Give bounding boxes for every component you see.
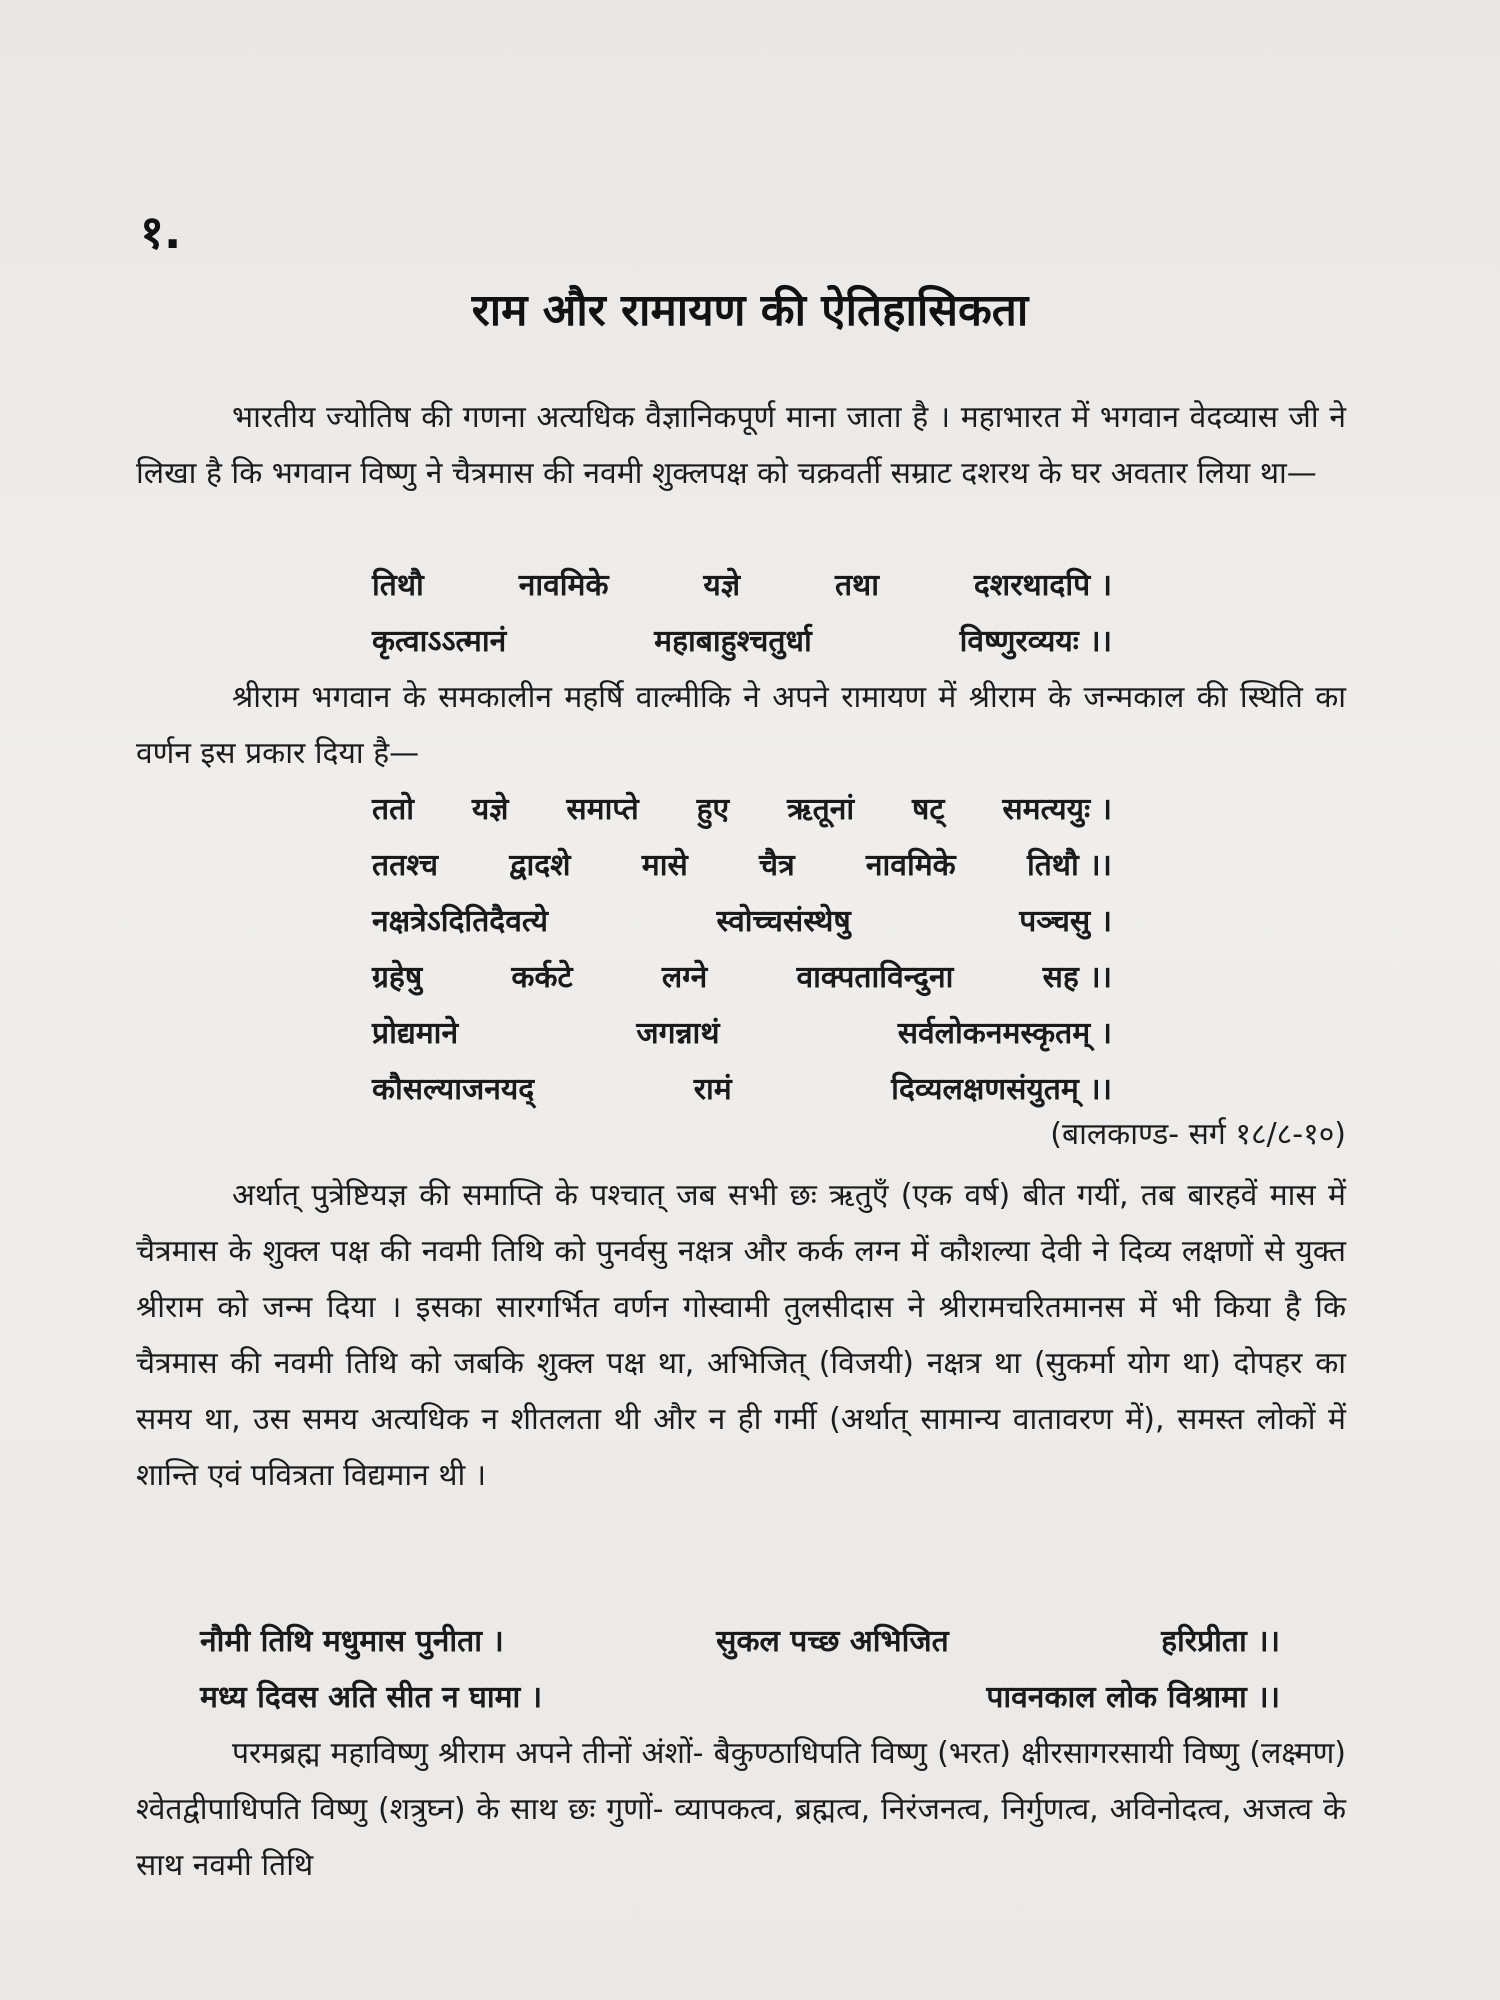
paragraph-4-text: परमब्रह्म महाविष्णु श्रीराम अपने तीनों अंशों- बैकुण्ठाधिपति विष्णु (भरत) क्षीरसागरसायी विष्णु (लक्ष्मण) श्वेतद्वीपाधिपति विष्णु (शत्रुघ्न) के साथ छः गुणों- व्यापकत्व, ब्रह्मत्व, निरंजनत्व, निर्गुणत्व, अविनोदत्व, अजत्व के साथ नवमी तिथि [136, 1736, 1346, 1883]
paragraph-3 [136, 1168, 1346, 1504]
verse-line: प्रोद्यमाने जगन्नाथं सर्वलोकनमस्कृतम् । [372, 1016, 1112, 1051]
verse-line: कृत्वाऽऽत्मानं महाबाहुश्चतुर्धा विष्णुरव्ययः ।। [372, 624, 1112, 659]
paragraph-2 [136, 670, 1346, 782]
paragraph-3-text: अर्थात् पुत्रेष्टियज्ञ की समाप्ति के पश्चात् जब सभी छः ऋतुएँ (एक वर्ष) बीत गयीं, तब बारहवें मास में चैत्रमास के शुक्ल पक्ष की नवमी तिथि को पुनर्वसु नक्षत्र और कर्क लग्न में कौशल्या देवी ने दिव्य लक्षणों से युक्त श्रीराम को जन्म दिया । इसका सारगर्भित वर्णन गोस्वामी तुलसीदास ने श्रीरामचरितमानस में भी किया है कि चैत्रमास की नवमी तिथि को जबकि शुक्ल पक्ष था, अभिजित् (विजयी) नक्षत्र था (सुकर्मा योग था) दोपहर का समय था, उस समय अत्यधिक न शीतलता थी और न ही गर्मी (अर्थात् सामान्य वातावरण में), समस्त लोकों में शान्ति एवं पवित्रता विद्यमान थी । [136, 1178, 1346, 1493]
paragraph-1-text: भारतीय ज्योतिष की गणना अत्यधिक वैज्ञानिकपूर्ण माना जाता है । महाभारत में भगवान वेदव्यास जी ने लिखा है कि भगवान विष्णु ने चैत्रमास की नवमी शुक्लपक्ष को चक्रवर्ती सम्राट दशरथ के घर अवतार लिया था— [136, 400, 1346, 491]
verse-line: नक्षत्रेऽदितिदैवत्ये स्वोच्चसंस्थेषु पञ्चसु । [372, 904, 1112, 939]
verse-line: ततो यज्ञे समाप्ते हुए ऋतूनां षट् समत्ययुः । [372, 792, 1112, 827]
verse-block-2 [372, 782, 1112, 1118]
show-through-text [420, 20, 428, 59]
verse-line: कौसल्याजनयद् रामं दिव्यलक्षणसंयुतम् ।। [372, 1072, 1112, 1107]
chaupai-block [200, 1614, 1280, 1726]
verse-block-1 [372, 558, 1112, 670]
chaupai-line: मध्य दिवस अति सीत न घामा । पावनकाल लोक विश्रामा ।। [200, 1680, 1280, 1715]
verse-line: तिथौ नावमिके यज्ञे तथा दशरथादपि । [372, 568, 1112, 603]
chapter-number: १. [140, 205, 182, 259]
paragraph-2-text: श्रीराम भगवान के समकालीन महर्षि वाल्मीकि ने अपने रामायण में श्रीराम के जन्मकाल की स्थिति का वर्णन इस प्रकार दिया है— [136, 680, 1346, 771]
verse-reference: (बालकाण्ड- सर्ग १८/८-१०) [1050, 1117, 1346, 1152]
verse-line: ग्रहेषु कर्कटे लग्ने वाक्पताविन्दुना सह ।। [372, 960, 1112, 995]
verse-line: ततश्च द्वादशे मासे चैत्र नावमिके तिथौ ।। [372, 848, 1112, 883]
paragraph-4 [136, 1726, 1346, 1894]
paragraph-1 [136, 390, 1346, 502]
chaupai-line: नौमी तिथि मधुमास पुनीता । सुकल पच्छ अभिजित हरिप्रीता ।। [200, 1624, 1280, 1659]
page-title: राम और रामायण की ऐतिहासिकता [471, 285, 1029, 336]
